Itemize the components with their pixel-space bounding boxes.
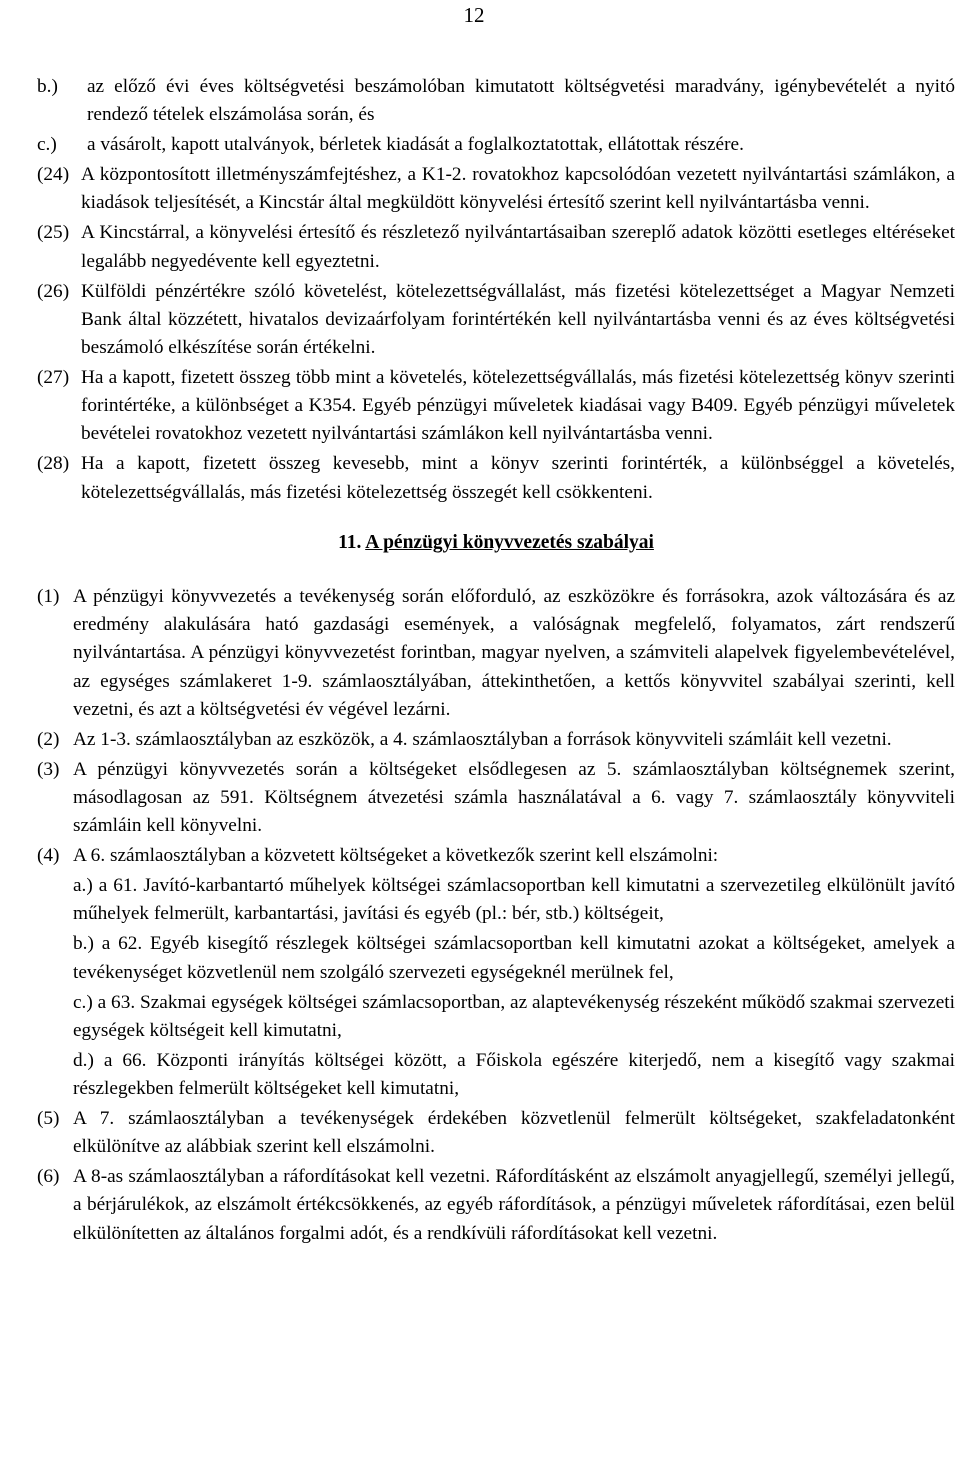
paragraph-text: A pénzügyi könyvvezetés során a költségeket elsődlegesen az 5. számlaosztályban költségnemek szerint, másodlagosan az 591. Költségnem átvezetési számla használatával a 6. vagy 7. számlaosztály könyvviteli számláin kell könyvelni.	[73, 758, 955, 837]
paragraph-text: A központosított illetményszámfejtéshez, a K1-2. rovatokhoz kapcsolódóan vezetett nyilvántartási számlákon, a kiadások teljesítését, a Kincstár által megküldött könyvelési értesítő szerint kell nyilvántartásba venni.	[81, 164, 955, 214]
paragraph-text: Az 1-3. számlaosztályban az eszközök, a 4. számlaosztályban a források könyvviteli számláit kell vezetni.	[73, 728, 892, 750]
sub-item-a	[37, 872, 955, 928]
paragraph-26	[37, 278, 955, 363]
item-text: a 62. Egyéb kisegítő részlegek költségei számlacsoportban kell kimutatni azokat a költségeket, amelyek a tevékenységet közvetlenül nem szolgáló szervezeti egységeknél merülnek fel,	[73, 933, 955, 983]
paragraph-text: A 6. számlaosztályban a közvetett költségeket a következők szerint kell elszámolni:	[73, 845, 719, 867]
paragraph-text: A 7. számlaosztályban a tevékenységek érdekében közvetlenül felmerült költségeket, szakfeladatonként elkülönítve az alábbiak szerint kell elszámolni.	[73, 1108, 955, 1158]
item-text: az előző évi éves költségvetési beszámolóban kimutatott költségvetési maradvány, igénybevételét a nyitó rendező tételek elszámolása során, és	[87, 76, 955, 126]
sub-item-d	[37, 1047, 955, 1103]
sub-item-b	[37, 930, 955, 986]
section-heading	[37, 529, 955, 557]
paragraph-number: (26)	[37, 280, 70, 302]
paragraph-text: Külföldi pénzértékre szóló követelést, kötelezettségvállalást, más fizetési kötelezettséget a Magyar Nemzeti Bank által közzétett, hivatalos devizaárfolyam forintértékén kell nyilvántartásba venni és az éves költségvetési beszámoló elkészítése során értékelni.	[81, 280, 955, 359]
paragraph-24	[37, 161, 955, 217]
item-number: b.)	[73, 933, 94, 955]
paragraph-number: (24)	[37, 164, 70, 186]
paragraph-number: (28)	[37, 453, 70, 475]
paragraph-25	[37, 219, 955, 275]
list-item-c	[37, 131, 955, 159]
sub-item-c	[37, 989, 955, 1045]
item-text: a 66. Központi irányítás költségei között, a Főiskola egészére kiterjedő, nem a kisegítő vagy szakmai részlegekben felmerült költségeket kell kimutatni,	[73, 1049, 955, 1100]
paragraph-4	[37, 842, 955, 870]
paragraph-28	[37, 450, 955, 506]
paragraph-number: (2)	[37, 728, 60, 750]
section-title: A pénzügyi könyvvezetés szabályai	[365, 531, 654, 553]
document-body	[37, 73, 955, 1250]
item-text: a vásárolt, kapott utalványok, bérletek kiadását a foglalkoztatottak, ellátottak részére.	[87, 134, 744, 156]
item-number: c.)	[37, 134, 57, 156]
paragraph-number: (27)	[37, 367, 70, 389]
paragraph-1	[37, 583, 955, 724]
item-number: b.)	[37, 76, 58, 97]
paragraph-number: (4)	[37, 845, 60, 867]
paragraph-27	[37, 364, 955, 449]
paragraph-number: (6)	[37, 1166, 60, 1188]
item-number: c.)	[73, 991, 93, 1013]
item-text: a 61. Javító-karbantartó műhelyek költségei számlacsoportban kell kimutatni a szervezetileg elkülönült javító műhelyek felmerült, karbantartási, javítási és egyéb (pl.: bér, stb.) költségeit,	[73, 875, 955, 925]
paragraph-text: Ha a kapott, fizetett összeg több mint a követelés, kötelezettségvállalás, más fizetési kötelezettség könyv szerinti forintértéke, a különbséget a K354. Egyéb pénzügyi műveletek kiadásai vagy B409. Egyéb pénzügyi műveletek bevételei rovatokhoz vezetett nyilvántartási számlákon kell nyilvántartásba venni.	[81, 367, 955, 445]
item-number: a.)	[73, 875, 93, 897]
list-item-b	[37, 73, 955, 129]
section-number: 11.	[338, 531, 362, 553]
paragraph-number: (1)	[37, 586, 60, 608]
paragraph-6	[37, 1163, 955, 1248]
paragraph-5	[37, 1105, 955, 1161]
page-number: 12	[463, 3, 485, 27]
item-number: d.)	[73, 1049, 94, 1071]
paragraph-text: A Kincstárral, a könyvelési értesítő és részletező nyilvántartásaiban szereplő adatok közötti esetleges eltéréseket legalább negyedévente kell egyeztetni.	[81, 222, 955, 272]
paragraph-number: (3)	[37, 758, 60, 780]
paragraph-text: A 8-as számlaosztályban a ráfordításokat kell vezetni. Ráfordításként az elszámolt anyagjellegű, személyi jellegű, a bérjárulékok, az elszámolt értékcsökkenés, az egyéb ráfordítások, a pénzügyi műveletek ráfordításai, ezen belül elkülönítetten az általános forgalmi adót, és a rendkívüli ráfordításokat kell vezetni.	[73, 1166, 955, 1244]
paragraph-2	[37, 726, 955, 754]
paragraph-number: (5)	[37, 1108, 60, 1130]
paragraph-number: (25)	[37, 222, 70, 244]
paragraph-3	[37, 756, 955, 841]
paragraph-text: A pénzügyi könyvvezetés a tevékenység során előforduló, az eszközökre és forrásokra, azok változására és az eredmény alakulására ható gazdasági események, a valóságnak megfelelő, folyamatos, zárt rendszerű nyilvántartása. A pénzügyi könyvvezetést forintban, magyar nyelven, a számviteli alapelvek figyelembevételével, az egységes számlakeret 1-9. számlaosztályában, áttekinthetően, a kettős könyvvitel szabályai szerinti, kell vezetni, és azt a költségvetési év végével lezárni.	[73, 586, 955, 720]
item-text: a 63. Szakmai egységek költségei számlacsoportban, az alaptevékenység részeként működő szakmai szervezeti egységek költségeit kell kimutatni,	[73, 991, 955, 1041]
paragraph-text: Ha a kapott, fizetett összeg kevesebb, mint a könyv szerinti forintérték, a különbséggel a követelés, kötelezettségvállalás, más fizetési kötelezettség összegét kell csökkenteni.	[81, 453, 955, 503]
